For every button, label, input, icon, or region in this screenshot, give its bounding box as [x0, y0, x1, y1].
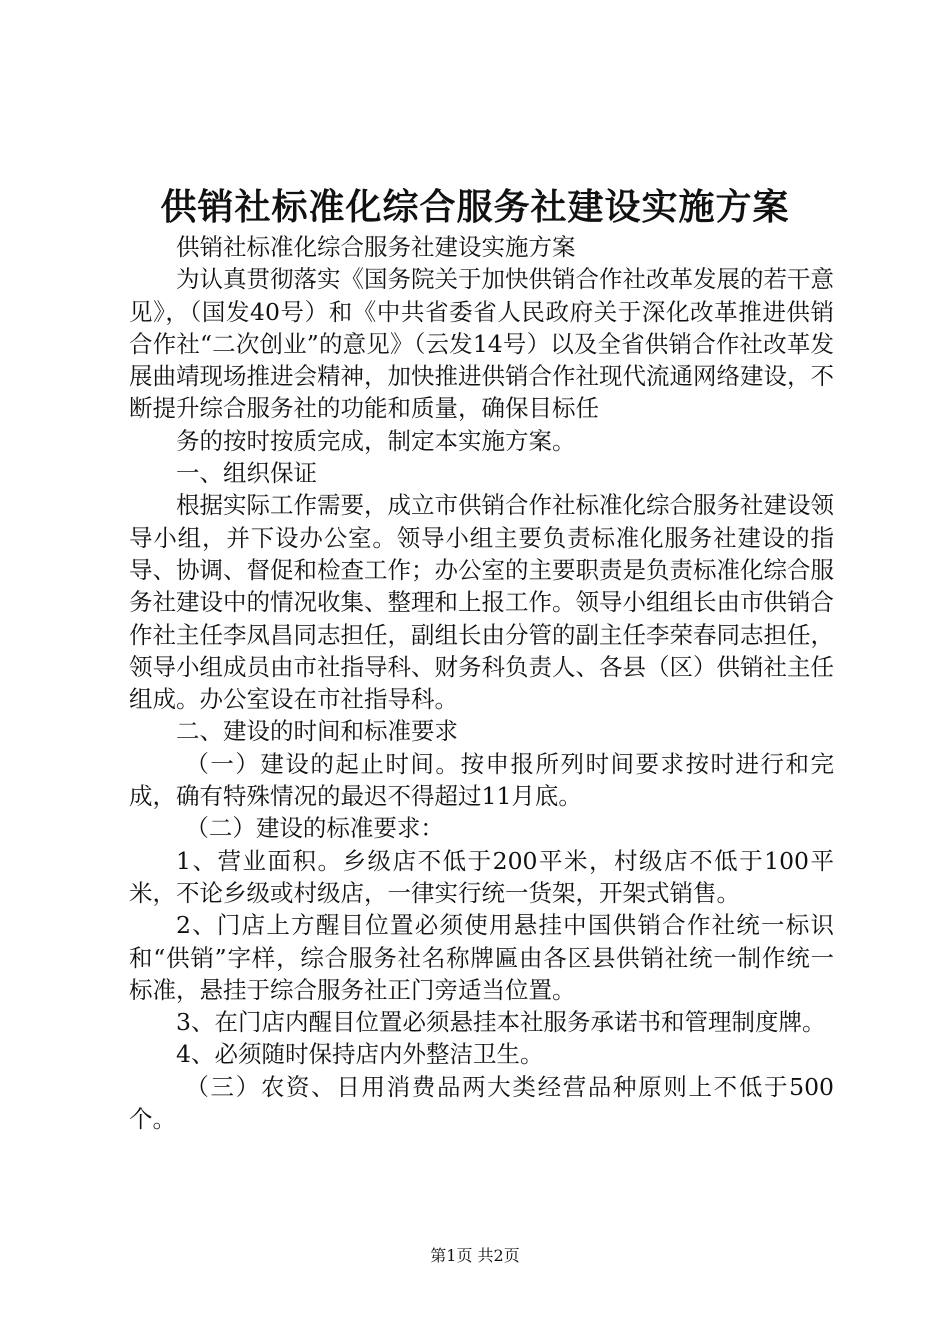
- paragraph-timeline: （一）建设的起止时间。按申报所列时间要求按时进行和完成，确有特殊情况的最迟不得超过11月底。: [129, 749, 834, 811]
- paragraph-subtitle: 供销社标准化综合服务社建设实施方案: [176, 233, 576, 261]
- paragraph-product-range: （三）农资、日用消费品两大类经营品种原则上不低于500个。: [129, 1072, 834, 1134]
- paragraph-organization: 根据实际工作需要，成立市供销合作社标准化综合服务社建设领导小组，并下设办公室。领导小组主要负责标准化服务社建设的指导、协调、督促和检查工作；办公室的主要职责是负责标准化综合服务社建设中的情况收集、整理和上报工作。领导小组组长由市供销合作社主任李凤昌同志担任，副组长由分管的副主任李荣春同志担任，领导小组成员由市社指导科、财务科负责人、各县（区）供销社主任组成。办公室设在市社指导科。: [129, 491, 834, 714]
- section-heading-organization: 一、组织保证: [176, 459, 317, 488]
- paragraph-standard-4: 4、必须随时保持店内外整洁卫生。: [176, 1040, 544, 1069]
- paragraph-standard-2: 2、门店上方醒目位置必须使用悬挂中国供销合作社统一标识和“供销”字样，综合服务社名称牌匾由各区县供销社统一制作统一标准，悬挂于综合服务社正门旁适当位置。: [129, 911, 834, 1004]
- document-title: 供销社标准化综合服务社建设实施方案: [160, 186, 790, 228]
- page-footer: 第1页 共2页: [430, 1246, 520, 1265]
- paragraph-standard-3: 3、在门店内醒目位置必须悬挂本社服务承诺书和管理制度牌。: [176, 1008, 826, 1037]
- subheading-standards: （二）建设的标准要求：: [185, 814, 444, 843]
- paragraph-intro: 为认真贯彻落实《国务院关于加快供销合作社改革发展的若干意见》，（国发40号）和《中共省委省人民政府关于深化改革推进供销合作社“二次创业”的意见》（云发14号）以及全省供销合作社改革发展曲靖现场推进会精神，加快推进供销合作社现代流通网络建设，不断提升综合服务社的功能和质量，确保目标任: [129, 265, 834, 423]
- paragraph-standard-1: 1、营业面积。乡级店不低于200平米，村级店不低于100平米，不论乡级或村级店，一律实行统一货架，开架式销售。: [129, 846, 834, 907]
- paragraph-intro-continued: 务的按时按质完成，制定本实施方案。: [176, 426, 576, 455]
- document-body: [129, 231, 834, 1135]
- section-heading-time-standards: 二、建设的时间和标准要求: [176, 717, 458, 746]
